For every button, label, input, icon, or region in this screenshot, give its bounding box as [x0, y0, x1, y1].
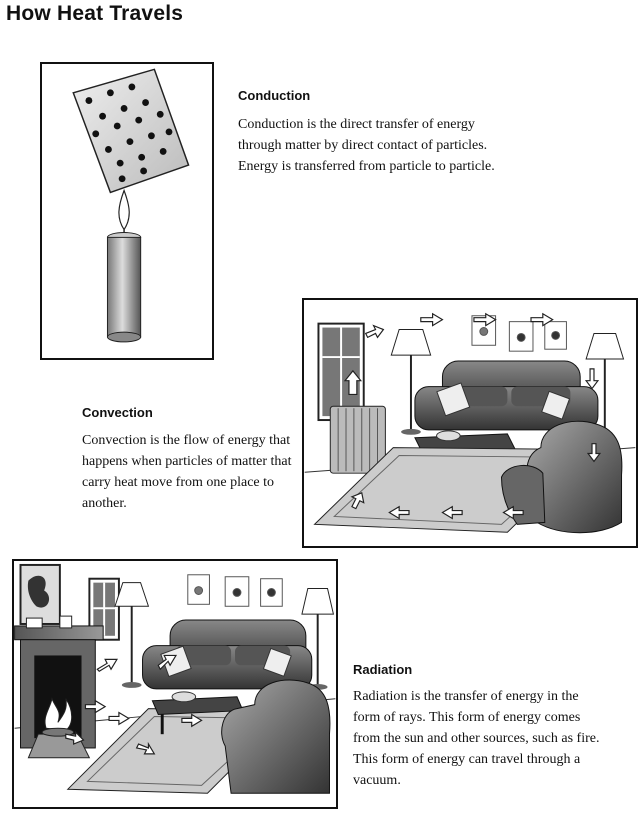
sofa [415, 361, 598, 430]
conduction-heading: Conduction [238, 88, 311, 103]
conduction-text: Conduction is the direct transfer of energy through matter by direct contact of particles. Energy is transferred from particle to particle. [238, 117, 495, 174]
convection-text: Convection is the flow of energy that happens when particles of matter that carry heat move from one place to another. [82, 433, 292, 511]
wall-pictures [188, 575, 282, 606]
radiation-text: Radiation is the transfer of energy in the form of rays. This form of energy comes from the sun and other sources, such as fire. This form of energy can travel through a vacuum. [353, 689, 600, 788]
wall-painting [21, 565, 60, 624]
conduction-illustration [40, 62, 214, 360]
window [318, 324, 363, 420]
convection-illustration [302, 298, 638, 548]
radiation-heading: Radiation [353, 662, 413, 677]
candle [107, 232, 140, 341]
armchair [501, 421, 621, 532]
page-title: How Heat Travels [6, 2, 184, 25]
flame-icon [119, 190, 129, 235]
convection-heading: Convection [82, 405, 153, 420]
sofa [143, 620, 312, 689]
armchair [222, 680, 330, 793]
radiation-illustration [12, 559, 338, 809]
